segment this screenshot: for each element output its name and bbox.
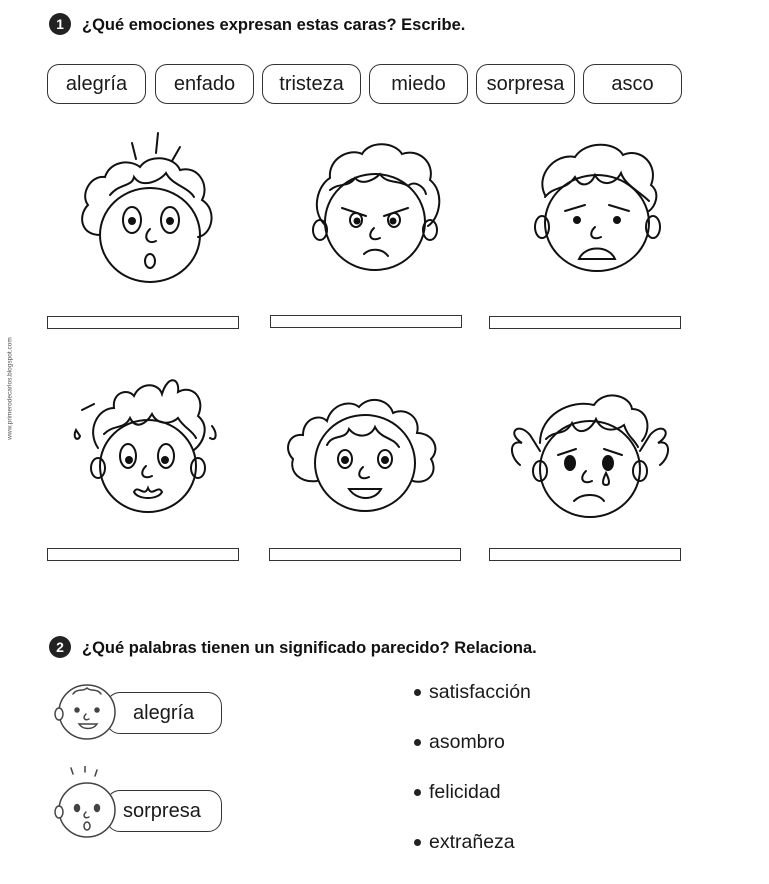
bullet-dot[interactable] — [414, 689, 421, 696]
word-chip-sorpresa: sorpresa — [476, 64, 575, 104]
word-chip-asco: asco — [583, 64, 682, 104]
word-chip-enfado: enfado — [155, 64, 254, 104]
exercise-2-instruction: ¿Qué palabras tienen un significado parecido? Relaciona. — [82, 639, 537, 657]
exercise-1-number: 1 — [49, 13, 71, 35]
option-satisfaccion[interactable] — [414, 681, 531, 704]
word-chip-miedo: miedo — [369, 64, 468, 104]
sad-face-icon — [525, 135, 670, 280]
angry-face-icon — [300, 130, 450, 280]
option-extraneza[interactable] — [414, 831, 515, 854]
answer-box-1[interactable] — [47, 316, 239, 329]
surprised-small-face-icon — [47, 766, 119, 840]
watermark: www.primerodecarlos.blogspot.com — [6, 337, 14, 440]
answer-box-5[interactable] — [269, 548, 461, 561]
exercise-1-instruction: ¿Qué emociones expresan estas caras? Escribe. — [82, 16, 466, 34]
happy-small-face-icon — [47, 680, 119, 742]
bullet-dot[interactable] — [414, 739, 421, 746]
word-chip-alegria: alegría — [47, 64, 146, 104]
left-word-alegria[interactable]: alegría — [106, 692, 222, 734]
answer-box-6[interactable] — [489, 548, 681, 561]
option-label: asombro — [429, 731, 505, 753]
happy-face-icon — [275, 385, 455, 520]
answer-box-3[interactable] — [489, 316, 681, 329]
word-chip-tristeza: tristeza — [262, 64, 361, 104]
surprised-face-icon — [70, 125, 230, 290]
exercise-2-number: 2 — [49, 636, 71, 658]
answer-box-4[interactable] — [47, 548, 239, 561]
bullet-dot[interactable] — [414, 789, 421, 796]
answer-box-2[interactable] — [270, 315, 462, 328]
option-asombro[interactable] — [414, 731, 505, 754]
scared-face-icon — [68, 368, 230, 520]
left-word-sorpresa[interactable]: sorpresa — [106, 790, 222, 832]
bullet-dot[interactable] — [414, 839, 421, 846]
option-felicidad[interactable] — [414, 781, 501, 804]
option-label: felicidad — [429, 781, 501, 803]
crying-face-icon — [500, 385, 680, 525]
option-label: satisfacción — [429, 681, 531, 703]
option-label: extrañeza — [429, 831, 515, 853]
